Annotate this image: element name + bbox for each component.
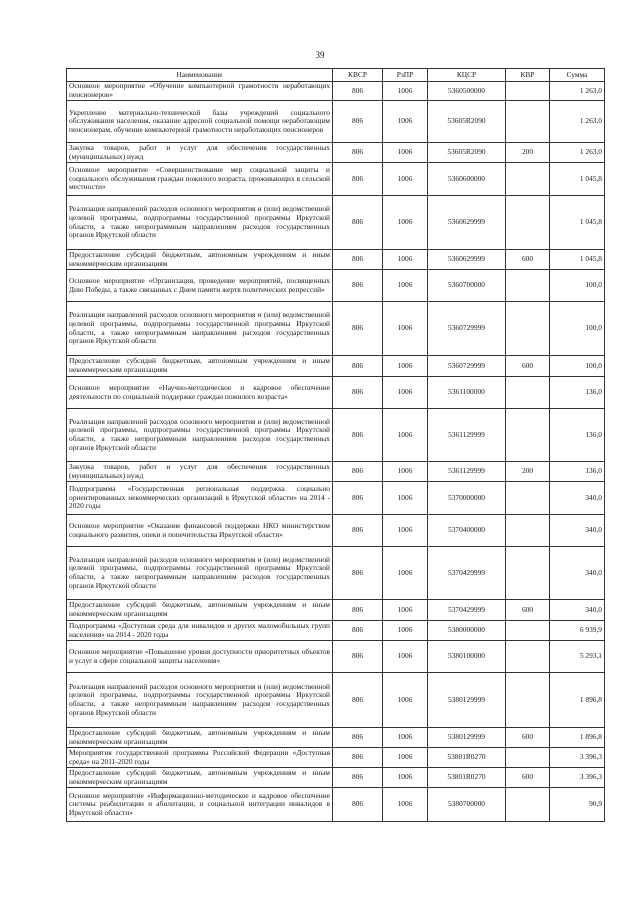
row-kcsr-cell: 5370429999 (428, 547, 506, 600)
table-row (67, 462, 605, 482)
header-rzpr: РзПР (383, 69, 428, 82)
table-row (67, 768, 605, 788)
header-sum: Сумма (550, 69, 605, 82)
row-name-cell: Реализация направлений расходов основного мероприятия и (или) ведомственной целевой программы, подпрограммы государственной программы Иркутской области, а также непрограммным направлениям расходов государственных органов Иркутской области (67, 673, 333, 728)
row-kvr-cell (506, 101, 550, 143)
row-name-cell: Предоставление субсидий бюджетным, автономным учреждениям и иным некоммерческим организациям (67, 250, 333, 270)
row-kvsr-cell: 806 (333, 196, 383, 250)
row-rzpr-cell: 1006 (383, 101, 428, 143)
row-kcsr-cell: 5360629999 (428, 250, 506, 270)
row-kvsr-cell: 806 (333, 600, 383, 621)
row-kcsr-cell: 5360729999 (428, 356, 506, 377)
table-row (67, 748, 605, 768)
row-sum-cell: 5 293,1 (550, 641, 605, 673)
row-kcsr-cell: 5370429999 (428, 600, 506, 621)
row-name-cell: Основное мероприятие «Совершенствование мер социальной защиты и социального обслуживания граждан пожилого возраста, проживающих в сельской местности» (67, 163, 333, 196)
row-name-cell: Предоставление субсидий бюджетным, автономным учреждениям и иным некоммерческим организациям (67, 728, 333, 748)
row-rzpr-cell: 1006 (383, 515, 428, 547)
row-sum-cell: 6 939,9 (550, 621, 605, 641)
row-sum-cell: 1 896,8 (550, 673, 605, 728)
row-sum-cell: 340,0 (550, 482, 605, 515)
row-kcsr-cell: 5380100000 (428, 641, 506, 673)
row-name-cell: Основное мероприятие «Научно-методическое и кадровое обеспечение деятельности по социальной поддержке граждан пожилого возраста» (67, 377, 333, 409)
row-kvr-cell: 600 (506, 768, 550, 788)
row-kvsr-cell: 806 (333, 788, 383, 822)
row-rzpr-cell: 1006 (383, 302, 428, 356)
row-kvr-cell (506, 673, 550, 728)
header-kvr: КВР (506, 69, 550, 82)
row-rzpr-cell: 1006 (383, 600, 428, 621)
table-row (67, 82, 605, 101)
table-row (67, 270, 605, 302)
row-kvsr-cell: 806 (333, 547, 383, 600)
row-sum-cell: 136,0 (550, 377, 605, 409)
row-kcsr-cell: 5360629999 (428, 196, 506, 250)
row-kvsr-cell: 806 (333, 748, 383, 768)
row-rzpr-cell: 1006 (383, 377, 428, 409)
row-name-cell: Основное мероприятие «Организация, проведение мероприятий, посвященных Дню Победы, а также связанных с Днем памяти жертв политических репрессий» (67, 270, 333, 302)
row-kcsr-cell: 5370000000 (428, 482, 506, 515)
row-rzpr-cell: 1006 (383, 250, 428, 270)
row-kcsr-cell: 5380129999 (428, 673, 506, 728)
row-kvsr-cell: 806 (333, 82, 383, 101)
table-row (67, 621, 605, 641)
row-sum-cell: 1 263,0 (550, 143, 605, 163)
row-rzpr-cell: 1006 (383, 356, 428, 377)
row-kvr-cell (506, 515, 550, 547)
row-kvsr-cell: 806 (333, 163, 383, 196)
row-kcsr-cell: 5361129999 (428, 462, 506, 482)
row-kvsr-cell: 806 (333, 377, 383, 409)
table-row (67, 250, 605, 270)
row-kvsr-cell: 806 (333, 462, 383, 482)
table-row (67, 641, 605, 673)
row-sum-cell: 136,0 (550, 462, 605, 482)
row-rzpr-cell: 1006 (383, 196, 428, 250)
row-sum-cell: 100,0 (550, 356, 605, 377)
row-kvr-cell (506, 302, 550, 356)
header-kvsr: КВСР (333, 69, 383, 82)
row-name-cell: Реализация направлений расходов основного мероприятия и (или) ведомственной целевой программы, подпрограммы государственной программы Иркутской области, а также непрограммным направлениям расходов государственных органов Иркутской области (67, 547, 333, 600)
row-kcsr-cell: 5380700000 (428, 788, 506, 822)
table-row (67, 196, 605, 250)
row-rzpr-cell: 1006 (383, 462, 428, 482)
row-sum-cell: 1 896,8 (550, 728, 605, 748)
table-row (67, 143, 605, 163)
row-kvsr-cell: 806 (333, 728, 383, 748)
row-kcsr-cell: 5360500000 (428, 82, 506, 101)
row-kvsr-cell: 806 (333, 768, 383, 788)
row-rzpr-cell: 1006 (383, 547, 428, 600)
row-rzpr-cell: 1006 (383, 482, 428, 515)
row-name-cell: Основное мероприятие «Информационно-методическое и кадровое обеспечение системы реабилитации и абилитации, и социальной интеграции инвалидов в Иркутской области» (67, 788, 333, 822)
row-name-cell: Реализация направлений расходов основного мероприятия и (или) ведомственной целевой программы, подпрограммы государственной программы Иркутской области, а также непрограммным направлениям расходов государственных органов Иркутской области (67, 196, 333, 250)
row-sum-cell: 340,0 (550, 600, 605, 621)
row-name-cell: Основное мероприятие «Повышение уровня доступности приоритетных объектов и услуг в сфере социальной защиты населения» (67, 641, 333, 673)
row-kvr-cell: 600 (506, 728, 550, 748)
row-sum-cell: 1 045,8 (550, 196, 605, 250)
row-kvr-cell (506, 377, 550, 409)
header-name: Наименование (67, 69, 333, 82)
row-kvsr-cell: 806 (333, 356, 383, 377)
row-kcsr-cell: 5361129999 (428, 409, 506, 462)
row-kvr-cell (506, 748, 550, 768)
row-name-cell: Реализация направлений расходов основного мероприятия и (или) ведомственной целевой программы, подпрограммы государственной программы Иркутской области, а также непрограммным направлениям расходов государственных органов Иркутской области (67, 302, 333, 356)
row-kvr-cell (506, 409, 550, 462)
row-kvsr-cell: 806 (333, 302, 383, 356)
row-kvr-cell: 600 (506, 600, 550, 621)
row-rzpr-cell: 1006 (383, 788, 428, 822)
row-kvsr-cell: 806 (333, 482, 383, 515)
row-rzpr-cell: 1006 (383, 82, 428, 101)
table-row (67, 101, 605, 143)
row-sum-cell: 1 263,0 (550, 101, 605, 143)
row-sum-cell: 340,0 (550, 515, 605, 547)
row-rzpr-cell: 1006 (383, 748, 428, 768)
table-row (67, 673, 605, 728)
row-sum-cell: 100,0 (550, 302, 605, 356)
header-row (67, 69, 605, 82)
row-rzpr-cell: 1006 (383, 270, 428, 302)
row-kcsr-cell: 5380129999 (428, 728, 506, 748)
table-row (67, 163, 605, 196)
row-kvr-cell (506, 163, 550, 196)
header-kcsr: КЦСР (428, 69, 506, 82)
row-sum-cell: 136,0 (550, 409, 605, 462)
row-sum-cell: 90,9 (550, 788, 605, 822)
row-name-cell: Реализация направлений расходов основного мероприятия и (или) ведомственной целевой программы, подпрограммы государственной программы Иркутской области, а также непрограммным направлениям расходов государственных органов Иркутской области (67, 409, 333, 462)
row-kvr-cell (506, 196, 550, 250)
table-row (67, 302, 605, 356)
row-sum-cell: 340,0 (550, 547, 605, 600)
row-rzpr-cell: 1006 (383, 641, 428, 673)
row-kvr-cell (506, 788, 550, 822)
row-name-cell: Основное мероприятие «Обучение компьютерной грамотности неработающих пенсионеров» (67, 82, 333, 101)
row-sum-cell: 3 396,3 (550, 768, 605, 788)
row-rzpr-cell: 1006 (383, 409, 428, 462)
row-kcsr-cell: 53605R2090 (428, 101, 506, 143)
row-kvr-cell: 600 (506, 250, 550, 270)
row-kvr-cell (506, 82, 550, 101)
row-kvr-cell: 200 (506, 462, 550, 482)
row-rzpr-cell: 1006 (383, 621, 428, 641)
table-row (67, 409, 605, 462)
row-kcsr-cell: 5361100000 (428, 377, 506, 409)
row-kcsr-cell: 5360600000 (428, 163, 506, 196)
table-row (67, 728, 605, 748)
row-sum-cell: 1 263,0 (550, 82, 605, 101)
row-kcsr-cell: 5360700000 (428, 270, 506, 302)
table-row (67, 515, 605, 547)
row-kcsr-cell: 53801R0270 (428, 768, 506, 788)
row-kvsr-cell: 806 (333, 621, 383, 641)
row-rzpr-cell: 1006 (383, 143, 428, 163)
row-sum-cell: 3 396,3 (550, 748, 605, 768)
row-name-cell: Укрепление материально-технической базы учреждений социального обслуживания населения, оказание адресной социальной помощи неработающим пенсионерам, обучение компьютерной грамотности неработающих пенсионеров (67, 101, 333, 143)
row-kvr-cell (506, 270, 550, 302)
row-rzpr-cell: 1006 (383, 673, 428, 728)
row-rzpr-cell: 1006 (383, 768, 428, 788)
row-kvsr-cell: 806 (333, 641, 383, 673)
row-name-cell: Закупка товаров, работ и услуг для обеспечения государственных (муниципальных) нужд (67, 143, 333, 163)
row-kvr-cell: 600 (506, 356, 550, 377)
table-row (67, 547, 605, 600)
row-sum-cell: 1 045,8 (550, 250, 605, 270)
row-sum-cell: 1 045,8 (550, 163, 605, 196)
budget-table (66, 68, 605, 822)
table-row (67, 600, 605, 621)
table-row (67, 788, 605, 822)
row-name-cell: Закупка товаров, работ и услуг для обеспечения государственных (муниципальных) нужд (67, 462, 333, 482)
row-name-cell: Предоставление субсидий бюджетным, автономным учреждениям и иным некоммерческим организациям (67, 768, 333, 788)
row-name-cell: Мероприятия государственной программы Российской Федерации «Доступная среда» на 2011-2020 годы (67, 748, 333, 768)
table-row (67, 356, 605, 377)
page-number: 39 (315, 50, 325, 60)
row-kvr-cell (506, 547, 550, 600)
row-kcsr-cell: 53605R2090 (428, 143, 506, 163)
table-row (67, 377, 605, 409)
row-kvsr-cell: 806 (333, 270, 383, 302)
row-name-cell: Подпрограмма «Государственная региональная поддержка социально ориентированных некоммерческих организаций в Иркутской области» на 2014 - 2020 годы (67, 482, 333, 515)
row-kcsr-cell: 53801R0270 (428, 748, 506, 768)
row-kcsr-cell: 5370400000 (428, 515, 506, 547)
row-name-cell: Основное мероприятие «Оказание финансовой поддержки НКО министерством социального развития, опеки и попечительства Иркутской области» (67, 515, 333, 547)
row-kvr-cell (506, 482, 550, 515)
row-name-cell: Предоставление субсидий бюджетным, автономным учреждениям и иным некоммерческим организациям (67, 356, 333, 377)
row-name-cell: Предоставление субсидий бюджетным, автономным учреждениям и иным некоммерческим организациям (67, 600, 333, 621)
row-kvsr-cell: 806 (333, 515, 383, 547)
row-kvsr-cell: 806 (333, 409, 383, 462)
row-kcsr-cell: 5360729999 (428, 302, 506, 356)
row-rzpr-cell: 1006 (383, 163, 428, 196)
row-name-cell: Подпрограмма «Доступная среда для инвалидов и других маломобильных групп населения» на 2014 - 2020 годы (67, 621, 333, 641)
row-kcsr-cell: 5380000000 (428, 621, 506, 641)
row-sum-cell: 100,0 (550, 270, 605, 302)
table-row (67, 482, 605, 515)
row-kvsr-cell: 806 (333, 673, 383, 728)
row-kvsr-cell: 806 (333, 143, 383, 163)
row-rzpr-cell: 1006 (383, 728, 428, 748)
row-kvr-cell: 200 (506, 143, 550, 163)
row-kvsr-cell: 806 (333, 250, 383, 270)
row-kvsr-cell: 806 (333, 101, 383, 143)
row-kvr-cell (506, 621, 550, 641)
row-kvr-cell (506, 641, 550, 673)
